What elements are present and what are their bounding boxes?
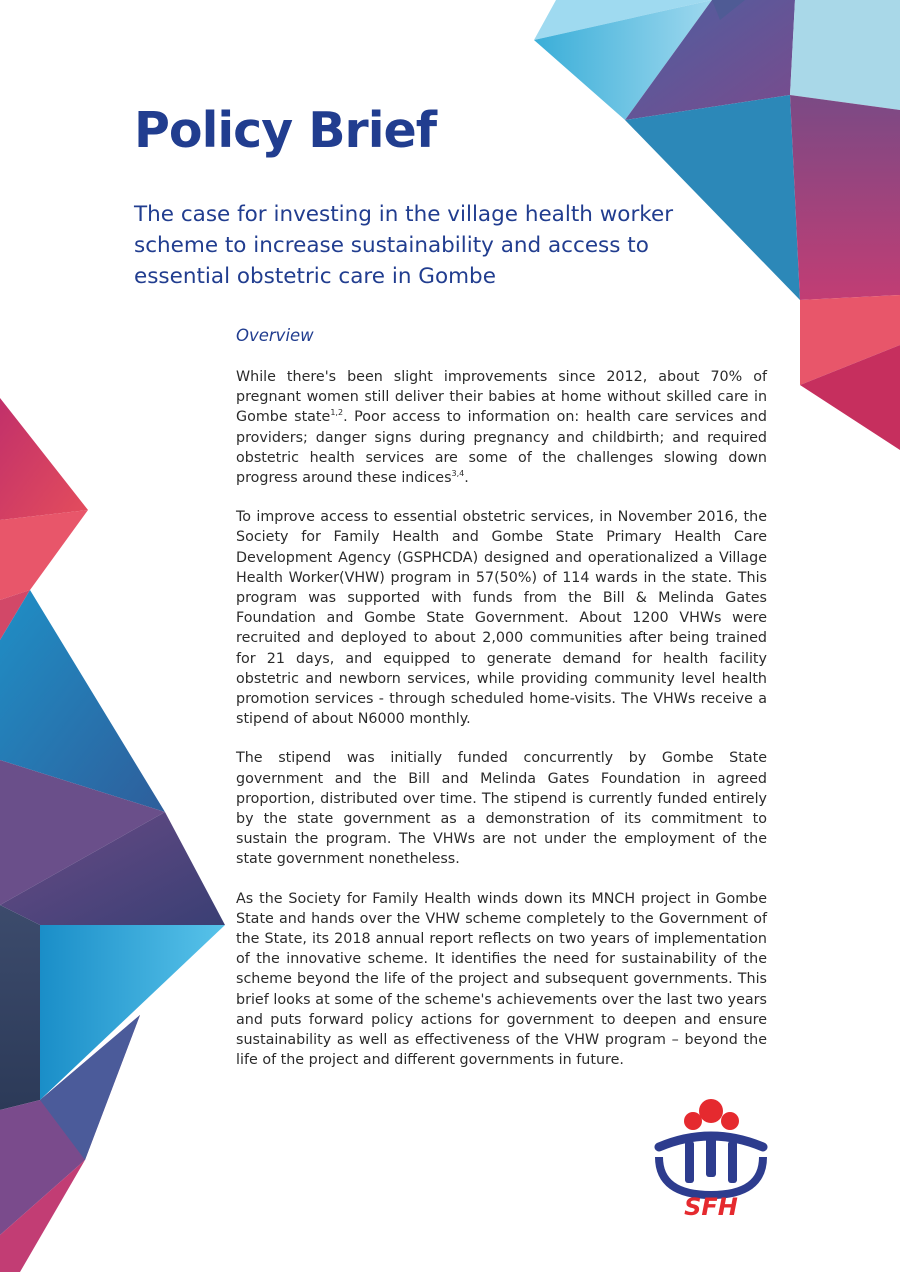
overview-paragraph-1: While there's been slight improvements since 2012, about 70% of pregnant women still deliver their babies at home without skilled care in Gombe state$^{1,2}$. Poor access to information on: health care services and providers; danger signs during pregnancy and childbirth; and required obstetric health services are some of the challenges slowing down progress around these indices$^{3,4}$. bbox=[236, 369, 767, 487]
overview-heading: Overview bbox=[236, 326, 314, 345]
overview-body bbox=[236, 367, 767, 1090]
overview-paragraph-3: The stipend was initially funded concurrently by Gombe State government and the Bill and Melinda Gates Foundation in agreed proportion, distributed over time. The stipend is currently funded entirely by the state government as a demonstration of its commitment to sustain the program. The VHWs are not under the employment of the state government nonetheless. bbox=[236, 750, 767, 868]
citation-superscript: 1,2 bbox=[330, 408, 344, 418]
citation-superscript: 3,4 bbox=[451, 469, 465, 479]
sfh-logo-icon bbox=[651, 1097, 771, 1222]
overview-paragraph-2: To improve access to essential obstetric services, in November 2016, the Society for Family Health and Gombe State Primary Health Care Development Agency (GSPHCDA) designed and operationalized a Village Health Worker(VHW) program in 57(50%) of 114 wards in the state. This program was supported with funds from the Bill & Melinda Gates Foundation and Gombe State Government. About 1200 VHWs were recruited and deployed to about 2,000 communities after being trained for 21 days, and equipped to generate demand for health facility obstetric and newborn services, while providing community level health promotion services - through scheduled home-visits. The VHWs receive a stipend of about N6000 monthly. bbox=[236, 509, 767, 728]
logo-text: SFH bbox=[684, 1193, 738, 1221]
page-subtitle: The case for investing in the village health worker scheme to increase sustainability and access to essential obstetric care in Gombe bbox=[134, 202, 674, 289]
page-title: Policy Brief bbox=[134, 102, 437, 159]
overview-paragraph-4: As the Society for Family Health winds down its MNCH project in Gombe State and hands over the VHW scheme completely to the Government of the State, its 2018 annual report reflects on two years of implementation of the innovative scheme. It identifies the need for sustainability of the scheme beyond the life of the project and subsequent governments. This brief looks at some of the scheme's achievements over the last two years and puts forward policy actions for government to deepen and ensure sustainability as well as effectiveness of the VHW program – beyond the life of the project and different governments in future. bbox=[236, 890, 767, 1069]
